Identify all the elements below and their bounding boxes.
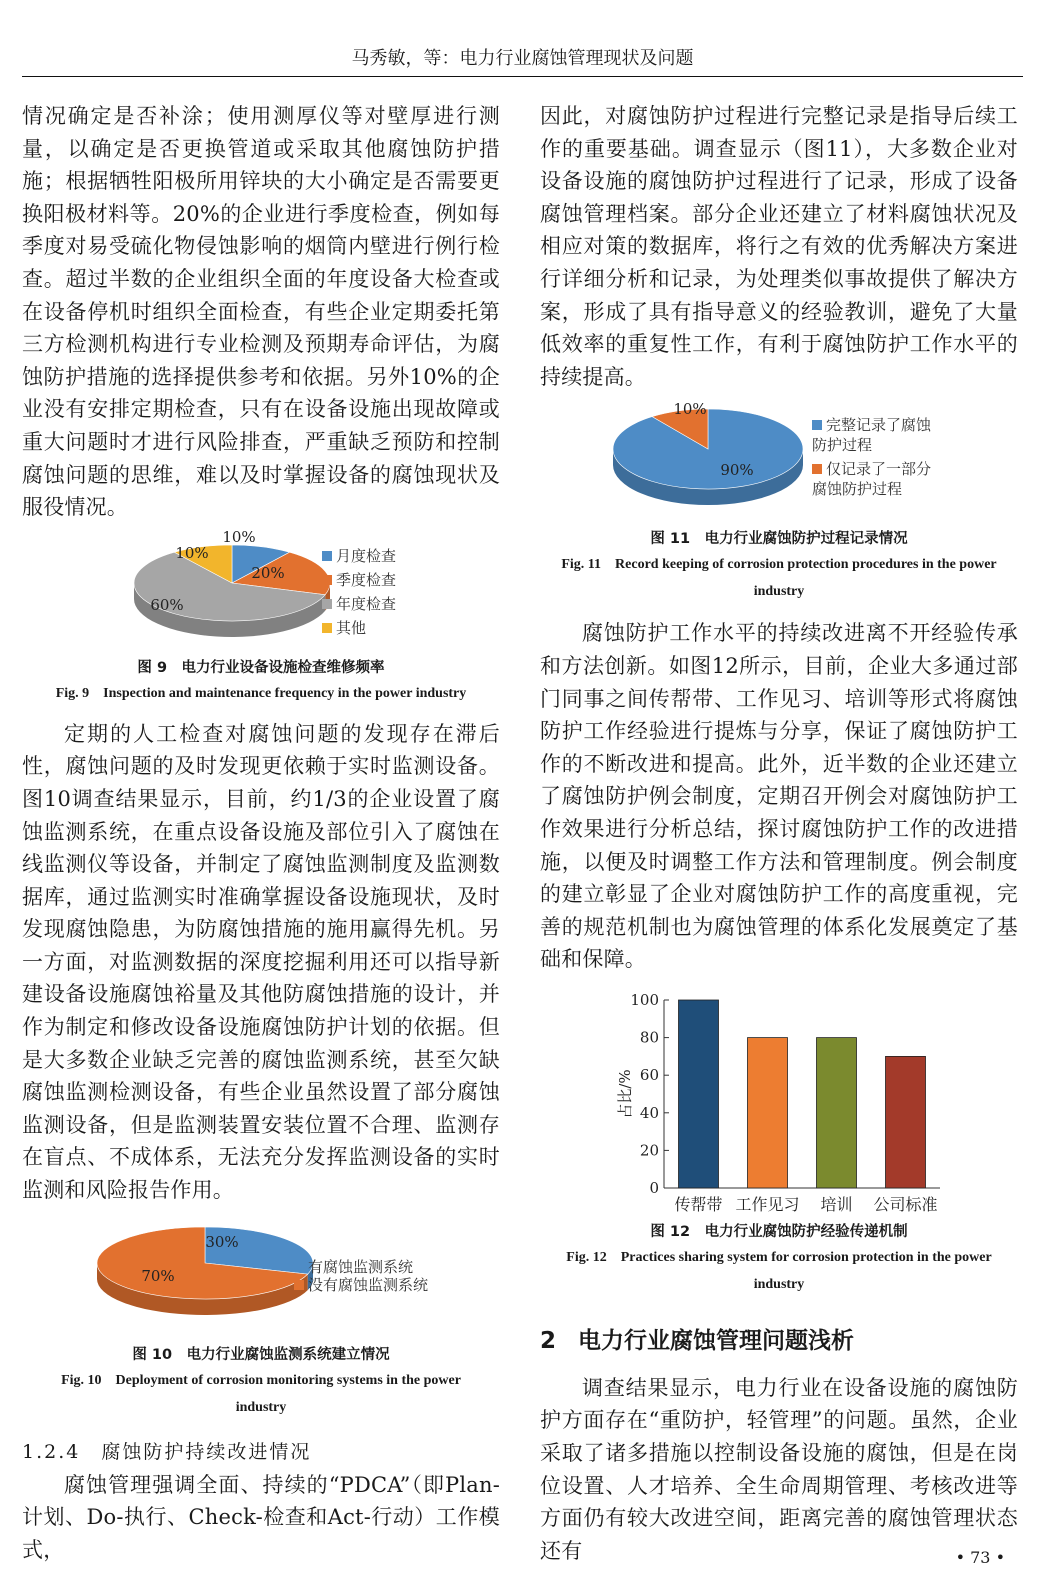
x-tick-label: 工作见习 bbox=[735, 1194, 800, 1214]
y-tick-label: 80 bbox=[639, 1028, 659, 1047]
body-paragraph: 情况确定是否补涂；使用测厚仪等对壁厚进行测量，以确定是否更换管道或采取其他腐蚀防护措施；根据牺牲阳极所用锌块的大小确定是否需要更换阳极材料等。20%的企业进行季度检查，例如每季度对易受硫化物侵蚀影响的烟筒内壁进行例行检查。超过半数的企业组织全面的年度设备大检查或在设备停机时组织全面检查，有些企业定期委托第三方检测机构进行专业检测及预期寿命评估，为腐蚀防护措施的选择提供参考和依据。另外10%的企业没有安排定期检查，只有在设备设施出现故障或重大问题时才进行风险排查，严重缺乏预防和控制腐蚀问题的思维，难以及时掌握设备的腐蚀现状及服役情况。 bbox=[22, 104, 500, 520]
legend-item: 年度检查 bbox=[322, 594, 396, 614]
section-heading: 1.2.4 腐蚀防护持续改进情况 bbox=[22, 1440, 312, 1463]
legend-item: 仅记录了一部分腐蚀防护过程 bbox=[812, 460, 932, 499]
legend-item: 月度检查 bbox=[322, 546, 396, 566]
fig10-pie-chart bbox=[22, 1213, 500, 1341]
x-tick-label: 传帮带 bbox=[674, 1194, 723, 1214]
pie-data-label: 60% bbox=[150, 595, 184, 614]
legend-item: 没有腐蚀监测系统 bbox=[294, 1275, 428, 1295]
pie-data-label: 20% bbox=[251, 563, 285, 582]
body-paragraph: 腐蚀管理强调全面、持续的“PDCA”（即Plan-计划、Do-执行、Check-检查和Act-行动）工作模式， bbox=[22, 1472, 500, 1562]
body-paragraph: 定期的人工检查对腐蚀问题的发现存在滞后性，腐蚀问题的及时发现更依赖于实时监测设备。图10调查结果显示，目前，约1/3的企业设置了腐蚀监测系统，在重点设备设施及部位引入了腐蚀在线监测仪等设备，并制定了腐蚀监测制度及监测数据库，通过监测实时准确掌握设备设施现状，及时发现腐蚀隐患，为防腐蚀措施的施用赢得先机。另一方面，对监测数据的深度挖掘利用还可以指导新建设备设施腐蚀裕量及其他防腐蚀措施的设计，并作为制定和修改设备设施腐蚀防护计划的依据。但是大多数企业缺乏完善的腐蚀监测系统，甚至欠缺腐蚀监测检测设备，有些企业虽然设置了部分腐蚀监测设备，但是监测装置安装位置不合理、监测存在盲点、不成体系，无法充分发挥监测设备的实时监测和风险报告作用。 bbox=[22, 721, 500, 1203]
pie-data-label: 30% bbox=[205, 1232, 239, 1251]
pie-data-label: 10% bbox=[175, 543, 209, 562]
body-paragraph: 腐蚀防护工作水平的持续改进离不开经验传承和方法创新。如图12所示，目前，企业大多通过部门同事之间传帮带、工作见习、培训等形式将腐蚀防护工作经验进行提炼与分享，保证了腐蚀防护工作的不断改进和提高。此外，近半数的企业还建立了腐蚀防护例会制度，定期召开例会对腐蚀防护工作效果进行分析总结，探讨腐蚀防护工作的改进措施，以便及时调整工作方法和管理制度。例会制度的建立彰显了企业对腐蚀防护工作的高度重视，完善的规范机制也为腐蚀管理的体系化发展奠定了基础和保障。 bbox=[540, 621, 1018, 972]
x-tick-label: 培训 bbox=[820, 1194, 853, 1214]
y-tick-label: 60 bbox=[639, 1066, 659, 1085]
bar bbox=[886, 1056, 926, 1188]
page-number: • 73 • bbox=[955, 1548, 1005, 1567]
figure-9 bbox=[22, 528, 500, 718]
x-tick-label: 公司标准 bbox=[873, 1194, 938, 1214]
figure-caption-en: Fig. 10 Deployment of corrosion monitoring systems in the power industry bbox=[61, 1372, 461, 1415]
figure-11 bbox=[540, 399, 1018, 617]
fig9-pie-chart bbox=[22, 528, 500, 658]
figure-12 bbox=[540, 984, 1018, 1302]
figure-caption-cn: 图 12 电力行业腐蚀防护经验传递机制 bbox=[650, 1223, 908, 1240]
pie-data-label: 90% bbox=[720, 461, 754, 480]
legend-item: 季度检查 bbox=[322, 570, 396, 590]
figure-caption-cn: 图 11 电力行业腐蚀防护过程记录情况 bbox=[650, 531, 908, 548]
y-tick-label: 100 bbox=[630, 990, 659, 1009]
left-column bbox=[22, 100, 500, 1566]
body-paragraph: 调查结果显示，电力行业在设备设施的腐蚀防护方面存在“重防护，轻管理”的问题。虽然，企业采取了诸多措施以控制设备设施的腐蚀，但是在岗位设置、人才培养、全生命周期管理、考核改进等方面仍有较大改进空间，距离完善的腐蚀管理状态还有 bbox=[540, 1375, 1018, 1563]
figure-caption-en: Fig. 11 Record keeping of corrosion protection procedures in the power industry bbox=[561, 557, 997, 600]
pie-data-label: 10% bbox=[673, 400, 707, 419]
body-paragraph: 因此，对腐蚀防护过程进行完整记录是指导后续工作的重要基础。调查显示（图11），大多数企业对设备设施的腐蚀防护过程进行了记录，形成了设备腐蚀管理档案。部分企业还建立了材料腐蚀状况及相应对策的数据库，将行之有效的优秀解决方案进行详细分析和记录，为处理类似事故提供了解决方案，形成了具有指导意义的经验教训，避免了大量低效率的重复性工作，有利于腐蚀防护工作水平的持续提高。 bbox=[540, 104, 1018, 389]
figure-caption-en: Fig. 9 Inspection and maintenance frequency in the power industry bbox=[55, 685, 467, 701]
bar bbox=[817, 1037, 857, 1187]
legend-item: 其他 bbox=[322, 618, 366, 638]
bar bbox=[748, 1037, 788, 1187]
y-tick-label: 20 bbox=[639, 1141, 659, 1160]
figure-10 bbox=[22, 1213, 500, 1431]
fig12-bar-chart bbox=[540, 984, 1018, 1216]
section-title: 电力行业腐蚀管理问题浅析 bbox=[578, 1327, 854, 1354]
right-column bbox=[540, 100, 1018, 1567]
figure-caption-cn: 图 10 电力行业腐蚀监测系统建立情况 bbox=[132, 1346, 390, 1363]
bar bbox=[679, 1000, 719, 1188]
figure-caption-en: Fig. 12 Practices sharing system for corrosion protection in the power industry bbox=[566, 1249, 992, 1292]
pie-data-label: 10% bbox=[222, 527, 256, 546]
y-tick-label: 40 bbox=[639, 1103, 659, 1122]
section-number: 2 bbox=[540, 1327, 557, 1354]
legend-item: 完整记录了腐蚀防护过程 bbox=[812, 416, 932, 455]
fig11-pie-chart bbox=[540, 399, 1018, 529]
running-header: 马秀敏，等：电力行业腐蚀管理现状及问题 bbox=[22, 44, 1023, 77]
pie-data-label: 70% bbox=[141, 1266, 175, 1285]
figure-caption-cn: 图 9 电力行业设备设施检查维修频率 bbox=[137, 659, 385, 676]
section-heading-2 bbox=[540, 1326, 1018, 1356]
y-axis-label: 占比/% bbox=[616, 1069, 634, 1119]
y-tick-label: 0 bbox=[649, 1178, 659, 1197]
legend-item: 有腐蚀监测系统 bbox=[294, 1257, 413, 1277]
